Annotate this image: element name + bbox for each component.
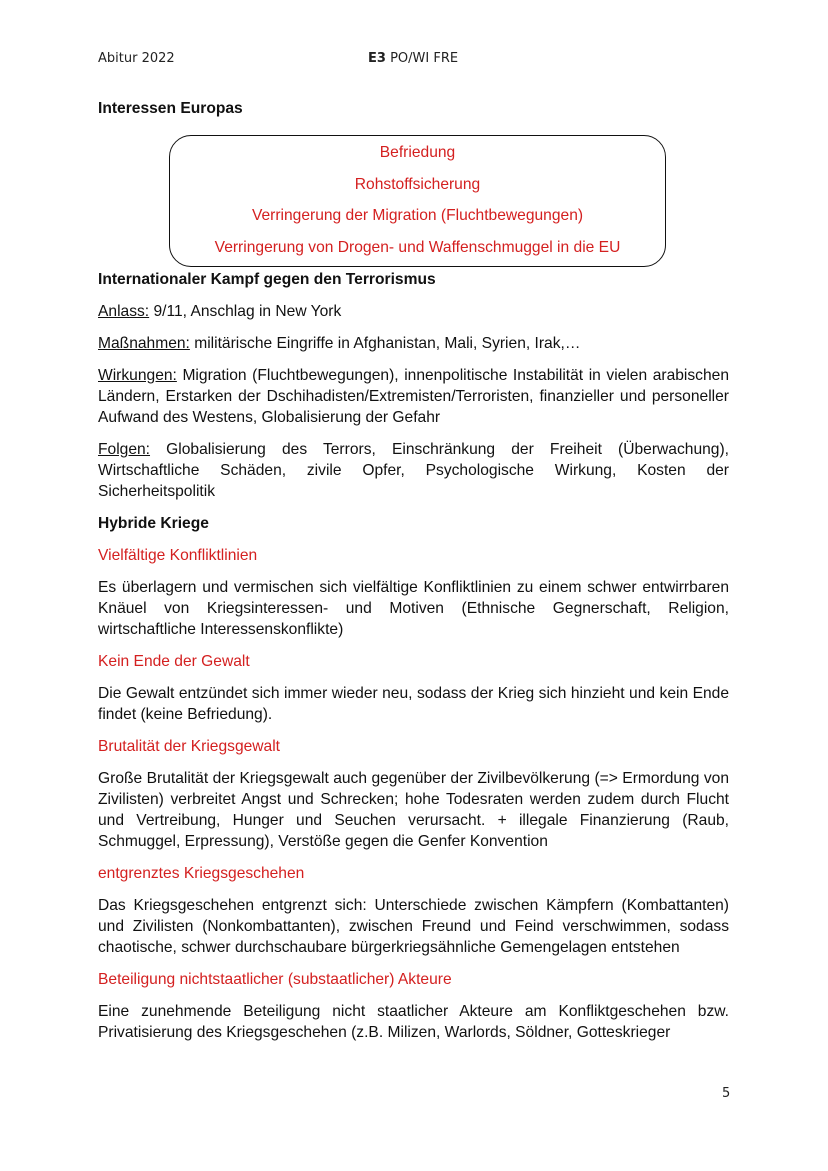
wirkungen-paragraph [98,365,729,428]
interest-item: Verringerung der Migration (Fluchtbewegungen) [251,207,584,224]
paragraph-konfliktlinien: Es überlagern und vermischen sich vielfältige Konfliktlinien zu einem schwer entwirrbaren Knäuel von Kriegsinteressen- und Motiven (Ethnische Gegnerschaft, Religion, wirtschaftliche Interessenskonflikte) [98,579,729,638]
massnahmen-label: Maßnahmen: [98,335,190,352]
subheading-kein-ende: Kein Ende der Gewalt [98,653,250,670]
anlass-label: Anlass: [98,303,150,320]
wirkungen-label: Wirkungen: [98,367,177,384]
header-course-label [368,51,458,66]
paragraph-akteure: Eine zunehmende Beteiligung nicht staatlicher Akteure am Konfliktgeschehen bzw. Privatisierung des Kriegsgeschehen (z.B. Milizen, Warlords, Söldner, Gotteskrieger [98,1003,729,1041]
paragraph-entgrenzt: Das Kriegsgeschehen entgrenzt sich: Unterschiede zwischen Kämpfern (Kombattanten) und Zivilisten (Nonkombattanten), zwischen Freund und Feind verschwimmen, sodass chaotische, schwer durchschaubare bürgerkriegsähnliche Gemengelagen entstehen [98,897,729,956]
header-course-code: E3 [368,51,386,66]
massnahmen-text: militärische Eingriffe in Afghanistan, Mali, Syrien, Irak,… [189,335,581,352]
folgen-paragraph [98,439,729,502]
subheading-konfliktlinien: Vielfältige Konfliktlinien [98,547,258,564]
wirkungen-text: Migration (Fluchtbewegungen), innenpolitische Instabilität in vielen arabischen Ländern, Erstarken der Dschihadisten/Extremisten/Terroristen, finanzieller und personeller Aufwand des Westens, Globalisierung der Gefahr [98,367,729,426]
interest-item: Rohstoffsicherung [354,175,481,193]
subheading-akteure: Beteiligung nichtstaatlicher (substaatlicher) Akteure [98,971,452,988]
interest-item: Befriedung [379,144,456,161]
header-course-rest: PO/WI FRE [385,51,459,66]
document-body [98,98,729,1043]
massnahmen-paragraph [98,333,729,354]
heading-terrorismus: Internationaler Kampf gegen den Terrorismus [98,271,436,288]
heading-hybride-kriege: Hybride Kriege [98,515,209,532]
subheading-entgrenzt: entgrenztes Kriegsgeschehen [98,865,305,882]
paragraph-brutalitaet: Große Brutalität der Kriegsgewalt auch gegenüber der Zivilbevölkerung (=> Ermordung von Zivilisten) verbreitet Angst und Schrecken; hohe Todesraten werden zudem durch Flucht und Vertreibung, Hunger und Seuchen verursacht. + illegale Finanzierung (Raub, Schmuggel, Erpressung), Verstöße gegen die Genfer Konvention [98,770,729,850]
header-exam-label: Abitur 2022 [98,51,175,66]
folgen-text: Globalisierung des Terrors, Einschränkung der Freiheit (Überwachung), Wirtschaftliche Schäden, zivile Opfer, Psychologische Wirkung, Kosten der Sicherheitspolitik [98,441,729,500]
paragraph-kein-ende: Die Gewalt entzündet sich immer wieder neu, sodass der Krieg sich hinzieht und kein Ende findet (keine Befriedung). [98,685,729,723]
interest-item: Verringerung von Drogen- und Waffenschmuggel in die EU [214,238,621,256]
page-number: 5 [722,1086,731,1101]
heading-interessen-europas: Interessen Europas [98,100,243,117]
folgen-label: Folgen: [98,441,151,458]
subheading-brutalitaet: Brutalität der Kriegsgewalt [98,738,281,755]
anlass-paragraph [98,301,729,322]
interests-box [169,135,666,267]
anlass-text: 9/11, Anschlag in New York [149,303,342,320]
